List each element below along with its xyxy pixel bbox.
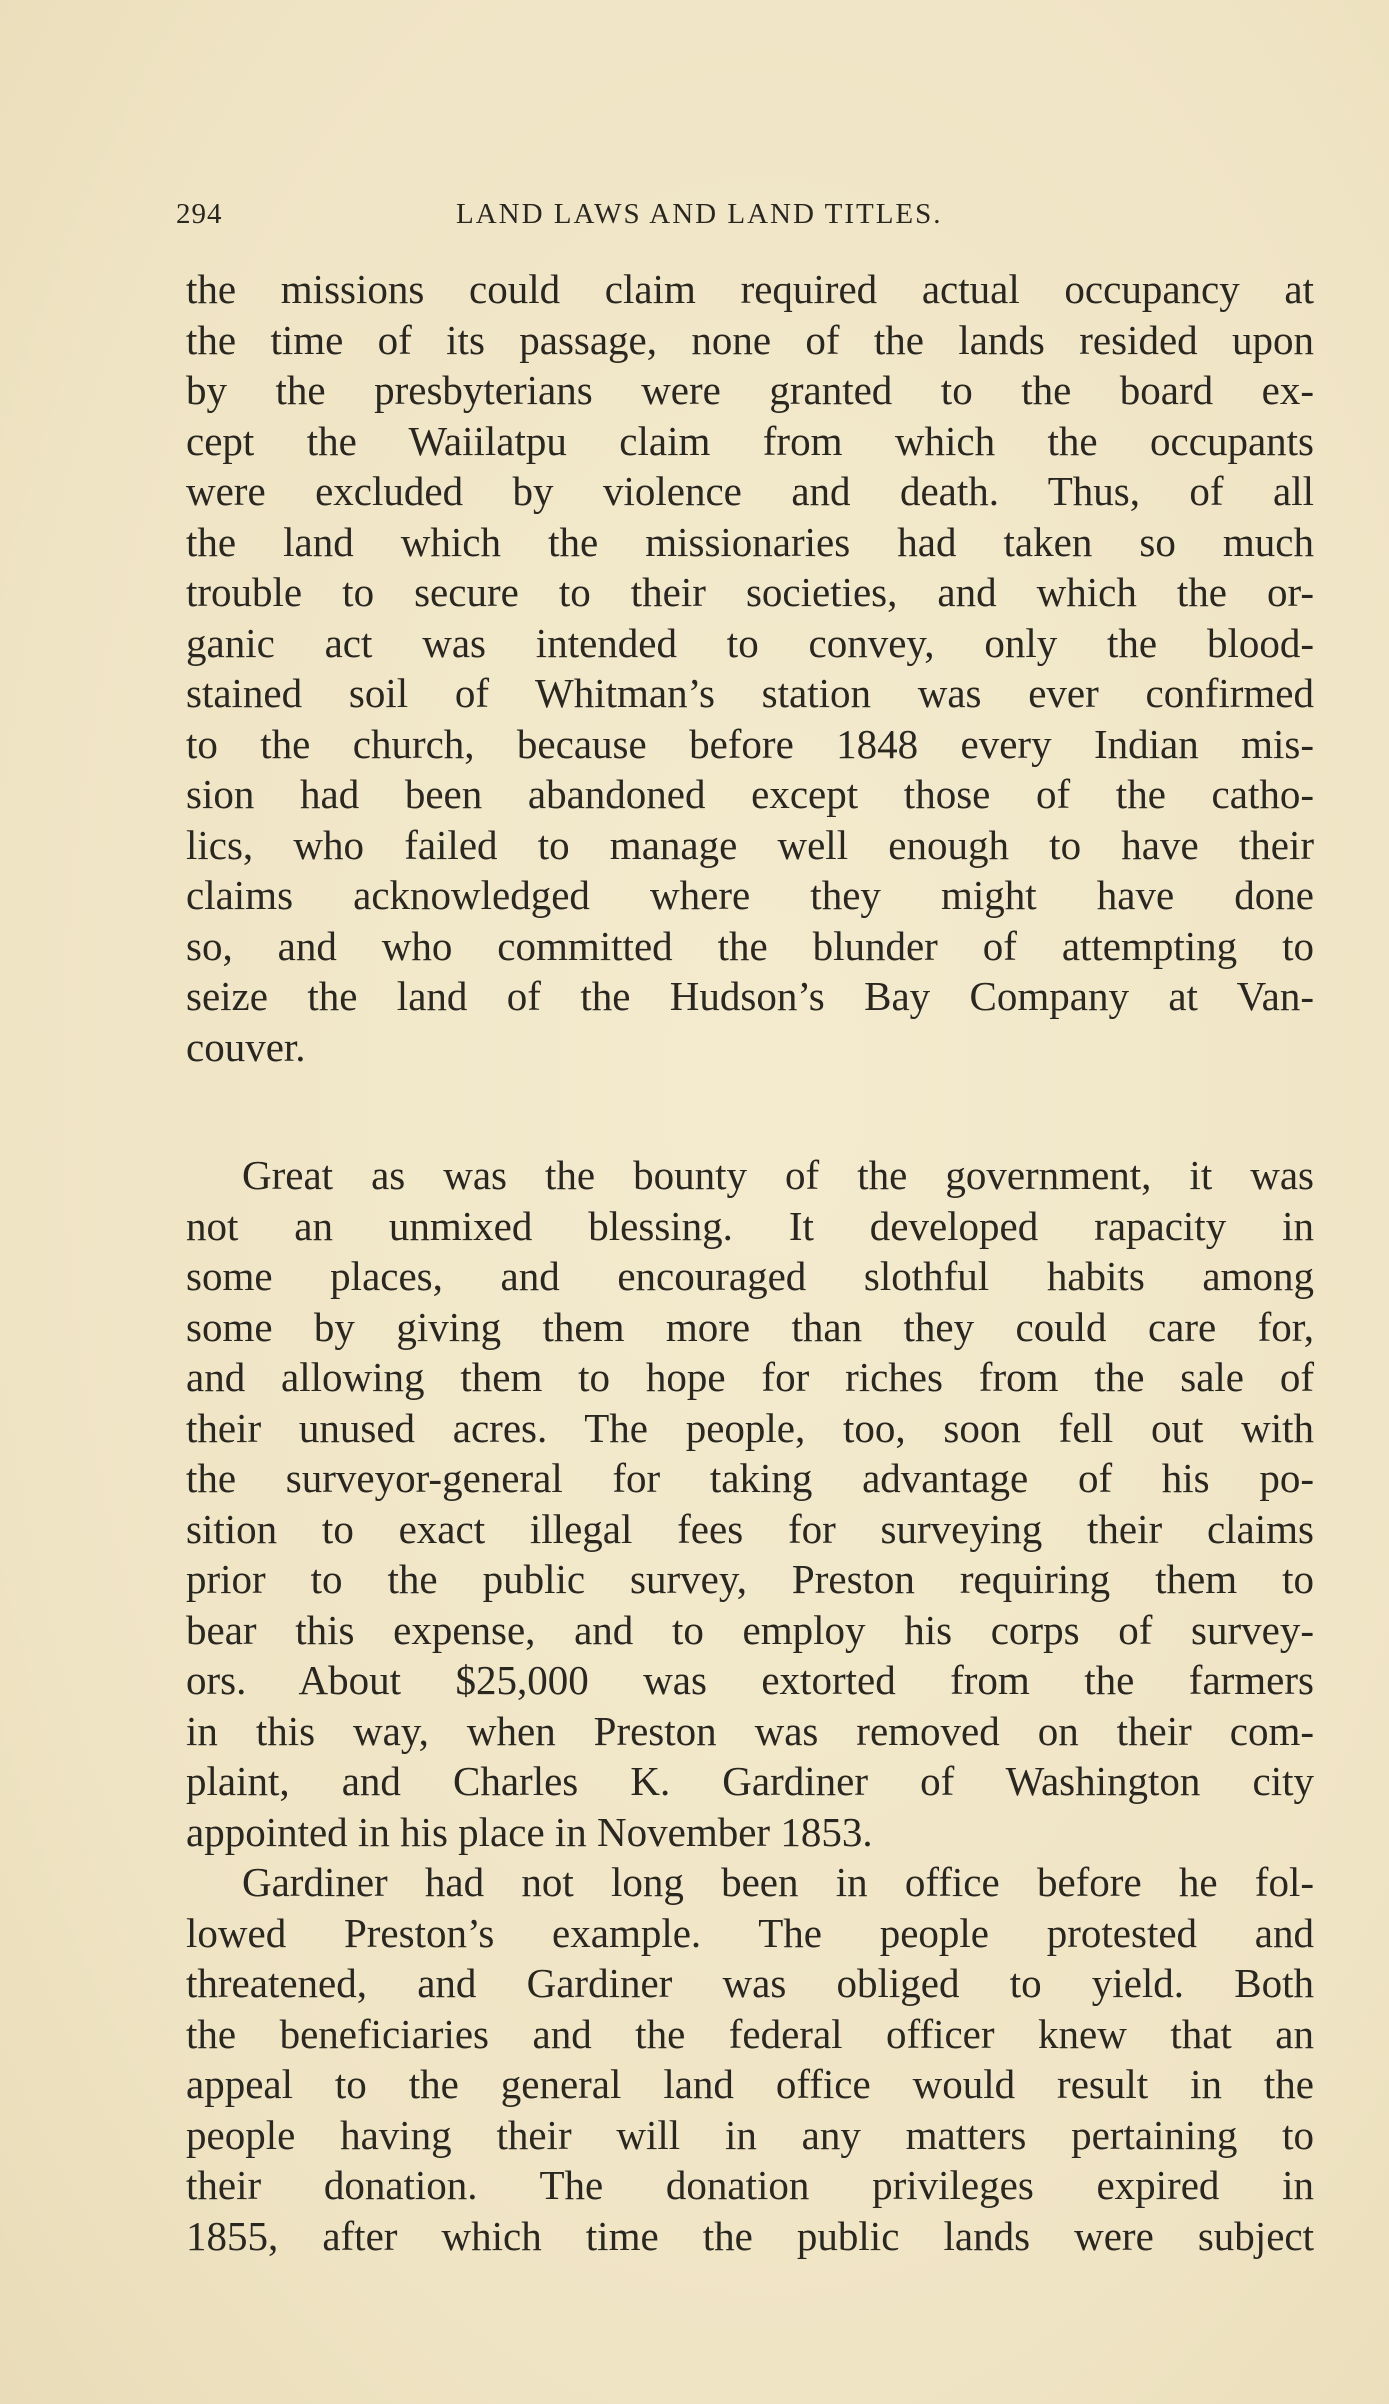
paragraph-2: [186, 1150, 1314, 1857]
text-line: seize the land of the Hudson’s Bay Company at Van-: [186, 973, 1314, 1019]
text-line: the beneficiaries and the federal officer knew that an: [186, 2010, 1314, 2057]
text-line: couver.: [186, 1023, 306, 1070]
text-line: lics, who failed to manage well enough to have their: [186, 821, 1314, 868]
text-line: the land which the missionaries had taken so much: [186, 518, 1314, 565]
body-text: [186, 264, 1314, 2261]
text-line: not an unmixed blessing. It developed rapacity in: [186, 1202, 1314, 1249]
text-line: lowed Preston’s example. The people protested and: [186, 1909, 1314, 1956]
text-line: their unused acres. The people, too, soon fell out with: [186, 1404, 1314, 1451]
text-line: threatened, and Gardiner was obliged to yield. Both: [186, 1960, 1314, 2006]
text-line: were excluded by violence and death. Thus, of all: [186, 468, 1314, 514]
text-line: bear this expense, and to employ his corps of survey-: [186, 1606, 1314, 1653]
text-line: their donation. The donation privileges expired in: [186, 2162, 1314, 2208]
text-line: some by giving them more than they could care for,: [186, 1303, 1314, 1350]
text-line: appointed in his place in November 1853.: [186, 1808, 873, 1855]
text-line: ganic act was intended to convey, only the blood-: [186, 619, 1314, 666]
text-line: in this way, when Preston was removed on their com-: [186, 1707, 1314, 1754]
text-line: the time of its passage, none of the lands resided upon: [186, 316, 1314, 363]
paragraph-3: [186, 1857, 1314, 2261]
text-line: claims acknowledged where they might have done: [186, 872, 1314, 918]
text-line: Great as was the bounty of the government, it was: [242, 1152, 1314, 1198]
running-head: LAND LAWS AND LAND TITLES.: [456, 198, 943, 230]
text-line: prior to the public survey, Preston requiring them to: [186, 1556, 1314, 1602]
text-line: sition to exact illegal fees for surveying their claims: [186, 1505, 1314, 1552]
text-line: 1855, after which time the public lands were subject: [186, 2212, 1314, 2259]
text-line: trouble to secure to their societies, and which the or-: [186, 569, 1314, 615]
text-line: and allowing them to hope for riches from the sale of: [186, 1354, 1314, 1400]
text-line: plaint, and Charles K. Gardiner of Washington city: [186, 1758, 1314, 1804]
text-line: to the church, because before 1848 every Indian mis-: [186, 720, 1314, 767]
text-line: people having their will in any matters pertaining to: [186, 2111, 1314, 2158]
text-line: cept the Waiilatpu claim from which the occupants: [186, 417, 1314, 464]
text-line: sion had been abandoned except those of the catho-: [186, 771, 1314, 817]
text-line: the surveyor-general for taking advantage of his po-: [186, 1455, 1314, 1501]
text-line: ors. About $25,000 was extorted from the farmers: [186, 1657, 1314, 1703]
paragraph-1: [186, 264, 1314, 1072]
text-line: appeal to the general land office would result in the: [186, 2061, 1314, 2107]
text-line: by the presbyterians were granted to the board ex-: [186, 367, 1314, 413]
text-line: some places, and encouraged slothful habits among: [186, 1253, 1314, 1299]
page-number: 294: [176, 198, 223, 230]
page-header: [176, 198, 1306, 248]
text-line: so, and who committed the blunder of attempting to: [186, 922, 1314, 969]
paragraph-gap: [186, 1072, 1314, 1150]
text-line: stained soil of Whitman’s station was ever confirmed: [186, 670, 1314, 716]
text-line: the missions could claim required actual occupancy at: [186, 266, 1314, 312]
text-line: Gardiner had not long been in office before he fol-: [242, 1859, 1314, 1905]
